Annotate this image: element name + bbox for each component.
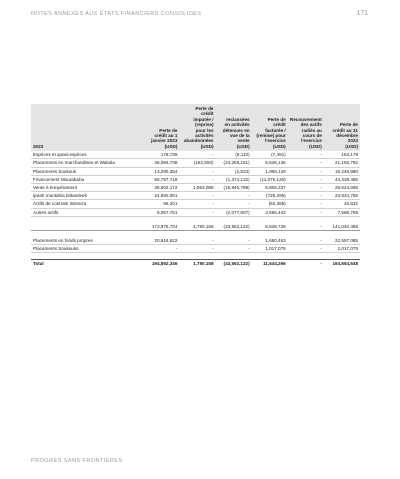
cell-value: -	[179, 237, 215, 245]
cell-value: -	[288, 245, 324, 253]
column-header-line: cours de	[302, 133, 322, 139]
cell-value: -	[288, 237, 324, 245]
row-label: Placements Soukouks	[31, 245, 143, 253]
row-label: Placements Soukouk	[31, 167, 143, 175]
cell-value: 1,680,463	[252, 237, 288, 245]
page-number: 171	[356, 10, 368, 17]
row-label: Vente à tempérament	[31, 184, 143, 192]
cell-value: 8,848,728	[252, 223, 288, 231]
running-header: NOTES ANNEXES AUX ÉTATS FINANCIERS CONSOLIDÉS	[31, 11, 202, 17]
column-header-line: (USD)	[309, 143, 322, 149]
column-header-line: l'exercice	[264, 138, 286, 144]
column-header-line: abandonnées	[183, 138, 214, 144]
cell-value: -	[288, 151, 324, 159]
column-header-line: reclassées	[226, 116, 250, 122]
cell-value: (11,075,120)	[252, 175, 288, 183]
cell-value: (2,077,607)	[216, 208, 252, 216]
credit-loss-table-container	[31, 104, 360, 268]
cell-value: -	[288, 192, 324, 200]
row-label: Actifs de contrats Istisna'a	[31, 200, 143, 208]
row-label: Ijarah muntahia bittamleek	[31, 192, 143, 200]
cell-value: 3,596,442	[252, 208, 288, 216]
cell-value: 24,660,051	[143, 192, 179, 200]
column-header-line: en activités	[224, 122, 250, 128]
row-label: Total	[31, 260, 143, 268]
column-header-line: (USD)	[272, 143, 286, 149]
cell-value: 141,040,488	[324, 223, 360, 231]
cell-value: 1,017,075	[252, 245, 288, 253]
column-header	[143, 104, 179, 151]
column-header	[252, 104, 288, 151]
column-header-line: vente	[237, 138, 250, 144]
cell-value: -	[216, 245, 252, 253]
cell-value: (8,110)	[216, 151, 252, 159]
cell-value: (24,255,151)	[216, 159, 252, 167]
cell-value: (63,369)	[252, 200, 288, 208]
cell-value: 1,969,149	[252, 167, 288, 175]
cell-value: 36,084,738	[143, 159, 179, 167]
column-header-line: crédit	[200, 111, 214, 117]
column-header-line: pour les	[195, 127, 214, 133]
cell-value: 9,546,135	[252, 159, 288, 167]
cell-value: (182,593)	[179, 159, 215, 167]
column-header-line: (USD)	[345, 143, 358, 149]
credit-loss-table	[31, 104, 360, 268]
column-header-line: l'exercice	[301, 138, 322, 144]
cell-value: -	[179, 192, 215, 200]
column-header-line: Perte de	[159, 127, 178, 133]
cell-value: -	[288, 167, 324, 175]
cell-value: -	[179, 200, 215, 208]
cell-value: 23,934,756	[324, 192, 360, 200]
cell-value: 21,192,792	[324, 159, 360, 167]
column-header	[324, 104, 360, 151]
cell-value: (15,840,799)	[216, 184, 252, 192]
cell-value: 56,787,718	[143, 175, 179, 183]
cell-value: 1,017,075	[324, 245, 360, 253]
column-header-line: (remise) pour	[256, 133, 286, 139]
column-header-line: (USD)	[236, 143, 250, 149]
column-header-line: crédit au 31	[332, 127, 358, 133]
table-row	[31, 159, 360, 167]
cell-value: 5,808,237	[252, 184, 288, 192]
column-header-line: Perte de	[267, 116, 286, 122]
table-row	[31, 237, 360, 245]
total-row	[31, 260, 360, 268]
column-header-line: Recouvrement	[289, 116, 322, 122]
table-header-row	[31, 104, 360, 151]
cell-value: -	[288, 208, 324, 216]
column-header	[179, 104, 215, 151]
cell-value: 28,524,698	[324, 184, 360, 192]
row-label: Financement Mourabaha	[31, 175, 143, 183]
cell-value: 173,975,724	[143, 223, 179, 231]
table-row	[31, 200, 360, 208]
cell-value: 13,280,354	[143, 167, 179, 175]
table-row	[31, 208, 360, 216]
cell-value: 36,602,172	[143, 184, 179, 192]
cell-value: 163,178	[324, 151, 360, 159]
cell-value: -	[179, 245, 215, 253]
cell-value: 1,780,158	[179, 223, 215, 231]
table-row	[31, 167, 360, 175]
cell-value: (43,562,122)	[216, 223, 252, 231]
cell-value: -	[143, 245, 179, 253]
row-label	[31, 223, 143, 231]
cell-value: 194,892,346	[143, 260, 179, 268]
cell-value: 22,597,085	[324, 237, 360, 245]
cell-value: -	[288, 184, 324, 192]
cell-value: -	[179, 151, 215, 159]
column-header	[288, 104, 324, 151]
cell-value: -	[179, 175, 215, 183]
cell-value: -	[216, 237, 252, 245]
cell-value: 96,201	[143, 200, 179, 208]
cell-value: 11,544,266	[252, 260, 288, 268]
table-body	[31, 151, 360, 267]
cell-value: (725,295)	[252, 192, 288, 200]
table-row	[31, 184, 360, 192]
row-label: Espèces et quasi-espèces	[31, 151, 143, 159]
cell-value: -	[288, 175, 324, 183]
column-header-line: crédit	[273, 122, 286, 128]
cell-value: -	[216, 200, 252, 208]
column-header-line: décembre	[336, 133, 358, 139]
column-header-line: 2023	[347, 138, 358, 144]
cell-value: 20,916,622	[143, 237, 179, 245]
column-header-line: vue de la	[229, 133, 250, 139]
cell-value: -	[288, 223, 324, 231]
cell-value: 7,586,786	[324, 208, 360, 216]
cell-value: -	[216, 192, 252, 200]
cell-value: (1,374,132)	[216, 175, 252, 183]
table-row	[31, 151, 360, 159]
cell-value: 15,246,980	[324, 167, 360, 175]
cell-value: (43,562,122)	[216, 260, 252, 268]
cell-value: -	[179, 167, 215, 175]
cell-value: -	[288, 159, 324, 167]
column-header-line: Perte de	[195, 106, 214, 111]
row-label: Placements en fonds propres	[31, 237, 143, 245]
cell-value: 178,739	[143, 151, 179, 159]
column-header-line: Perte de	[339, 122, 358, 128]
year-header: 2023	[33, 143, 44, 149]
running-footer: PROGRÈS SANS FRONTIÈRES	[31, 458, 123, 464]
cell-value: 6,067,751	[143, 208, 179, 216]
row-label: Placements en marchandises et Wakala	[31, 159, 143, 167]
table-row	[31, 175, 360, 183]
column-header-line: imputée /	[193, 116, 214, 122]
cell-value: -	[288, 260, 324, 268]
cell-value: 32,832	[324, 200, 360, 208]
cell-value: 164,654,648	[324, 260, 360, 268]
column-header	[216, 104, 252, 151]
cell-value: 1,780,158	[179, 260, 215, 268]
cell-value: (2,523)	[216, 167, 252, 175]
column-header-line: (reprise)	[195, 122, 214, 128]
cell-value: -	[288, 200, 324, 208]
column-header-line: janvier 2023	[151, 138, 178, 144]
table-row	[31, 192, 360, 200]
column-header-line: radiés au	[301, 127, 322, 133]
column-header-line: des actifs	[300, 122, 322, 128]
column-header-line: détenues en	[222, 127, 250, 133]
column-header-line: (USD)	[164, 143, 178, 149]
cell-value: 1,963,088	[179, 184, 215, 192]
table-row	[31, 245, 360, 253]
column-header-line: activités	[195, 133, 214, 139]
column-header-line: crédit au 1	[154, 133, 178, 139]
column-header-line: (USD)	[200, 143, 214, 149]
column-header-line: facturée /	[265, 127, 286, 133]
subtotal-row	[31, 223, 360, 231]
cell-value: 44,338,466	[324, 175, 360, 183]
cell-value: -	[179, 208, 215, 216]
cell-value: (7,451)	[252, 151, 288, 159]
spacer-row	[31, 253, 360, 260]
row-label: Autres actifs	[31, 208, 143, 216]
